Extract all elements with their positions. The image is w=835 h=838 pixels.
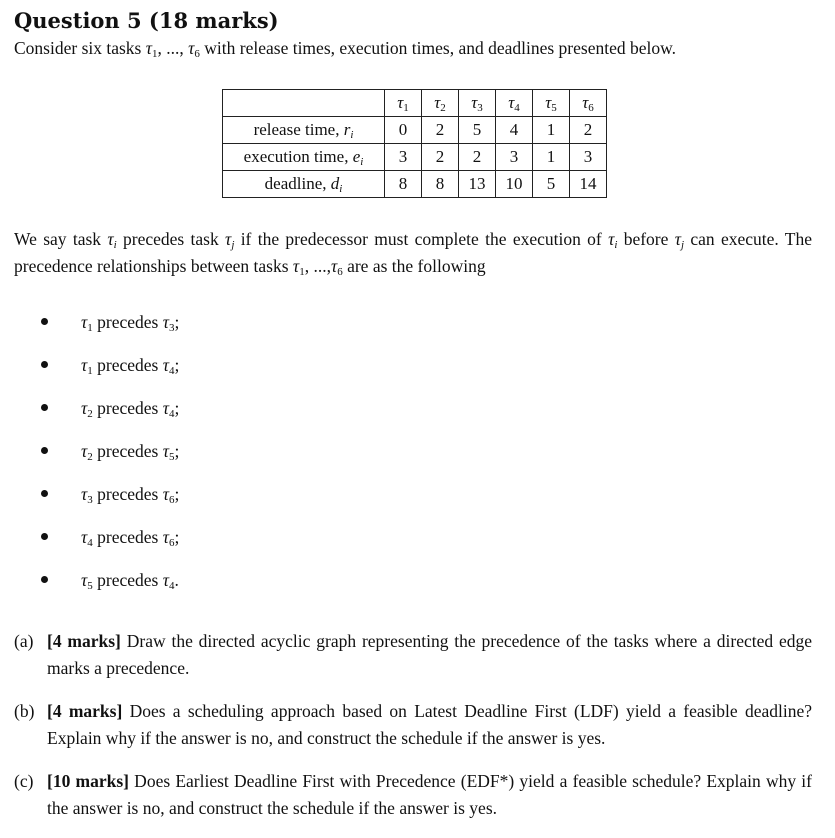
bullet-icon (41, 447, 48, 454)
table-cell: 2 (422, 144, 459, 171)
bullet-icon (41, 533, 48, 540)
table-cell: 8 (385, 171, 422, 198)
row-label-execution-time: execution time, $e_i$ (223, 144, 385, 171)
list-item: $\tau_1$ precedes $\tau_3$; (40, 306, 179, 349)
part-label: (a) (14, 631, 34, 651)
table-cell: 4 (496, 117, 533, 144)
question-title: Question 5 (18 marks) (14, 8, 279, 33)
bullet-icon (41, 404, 48, 411)
row-label-deadline: deadline, $d_i$ (223, 171, 385, 198)
table-cell: 5 (459, 117, 496, 144)
part-text: Does a scheduling approach based on Latest Deadline First (LDF) yield a feasible deadline? Explain why if the answer is no, and construct the schedule if the answer is yes. (47, 701, 812, 748)
table-col-tau6: $\tau_6$ (570, 90, 607, 117)
table-col-tau1: $\tau_1$ (385, 90, 422, 117)
table-cell: 1 (533, 117, 570, 144)
question-page (14, 6, 814, 818)
part-marks: [10 marks] (47, 771, 129, 791)
table-cell: 0 (385, 117, 422, 144)
precedence-list (40, 306, 179, 607)
task-table-header-row (223, 90, 607, 117)
list-item: $\tau_4$ precedes $\tau_6$; (40, 521, 179, 564)
table-cell: 3 (496, 144, 533, 171)
part-c (14, 768, 812, 822)
table-cell: 2 (422, 117, 459, 144)
table-col-tau5: $\tau_5$ (533, 90, 570, 117)
list-item: $\tau_1$ precedes $\tau_4$; (40, 349, 179, 392)
table-col-tau2: $\tau_2$ (422, 90, 459, 117)
bullet-icon (41, 361, 48, 368)
table-cell: 8 (422, 171, 459, 198)
part-label: (b) (14, 701, 35, 721)
table-cell: 2 (459, 144, 496, 171)
bullet-icon (41, 318, 48, 325)
part-text: Does Earliest Deadline First with Precedence (EDF*) yield a feasible schedule? Explain why if the answer is no, and construct the schedule if the answer is yes. (47, 771, 812, 818)
part-text: Draw the directed acyclic graph representing the precedence of the tasks where a directed edge marks a precedence. (47, 631, 812, 678)
part-b (14, 698, 812, 752)
list-item: $\tau_2$ precedes $\tau_4$; (40, 392, 179, 435)
part-label: (c) (14, 771, 34, 791)
table-cell: 10 (496, 171, 533, 198)
table-row-execution-time (223, 144, 607, 171)
table-cell: 1 (533, 144, 570, 171)
list-item: $\tau_3$ precedes $\tau_6$; (40, 478, 179, 521)
table-cell: 2 (570, 117, 607, 144)
question-intro: Consider six tasks $\tau_1$, ..., $\tau_6$ with release times, execution times, and deadlines presented below. (14, 38, 676, 60)
list-item: $\tau_5$ precedes $\tau_4$. (40, 564, 179, 607)
table-col-tau3: $\tau_3$ (459, 90, 496, 117)
table-row-release-time (223, 117, 607, 144)
table-cell: 3 (570, 144, 607, 171)
table-col-tau4: $\tau_4$ (496, 90, 533, 117)
table-cell: 3 (385, 144, 422, 171)
part-marks: [4 marks] (47, 701, 123, 721)
part-a (14, 628, 812, 682)
table-row-deadline (223, 171, 607, 198)
list-item: $\tau_2$ precedes $\tau_5$; (40, 435, 179, 478)
question-parts (14, 628, 812, 838)
table-cell: 13 (459, 171, 496, 198)
row-label-release-time: release time, $r_i$ (223, 117, 385, 144)
table-corner-cell (223, 90, 385, 117)
bullet-icon (41, 576, 48, 583)
table-cell: 14 (570, 171, 607, 198)
bullet-icon (41, 490, 48, 497)
precedence-description: We say task $\tau_i$ precedes task $\tau_j$ if the predecessor must complete the execution of $\tau_i$ before $\tau_j$ can execute. The precedence relationships between tasks $\tau_1$, $...,\tau_6$ are as the following (14, 229, 812, 278)
part-marks: [4 marks] (47, 631, 121, 651)
task-table (222, 89, 607, 198)
table-cell: 5 (533, 171, 570, 198)
